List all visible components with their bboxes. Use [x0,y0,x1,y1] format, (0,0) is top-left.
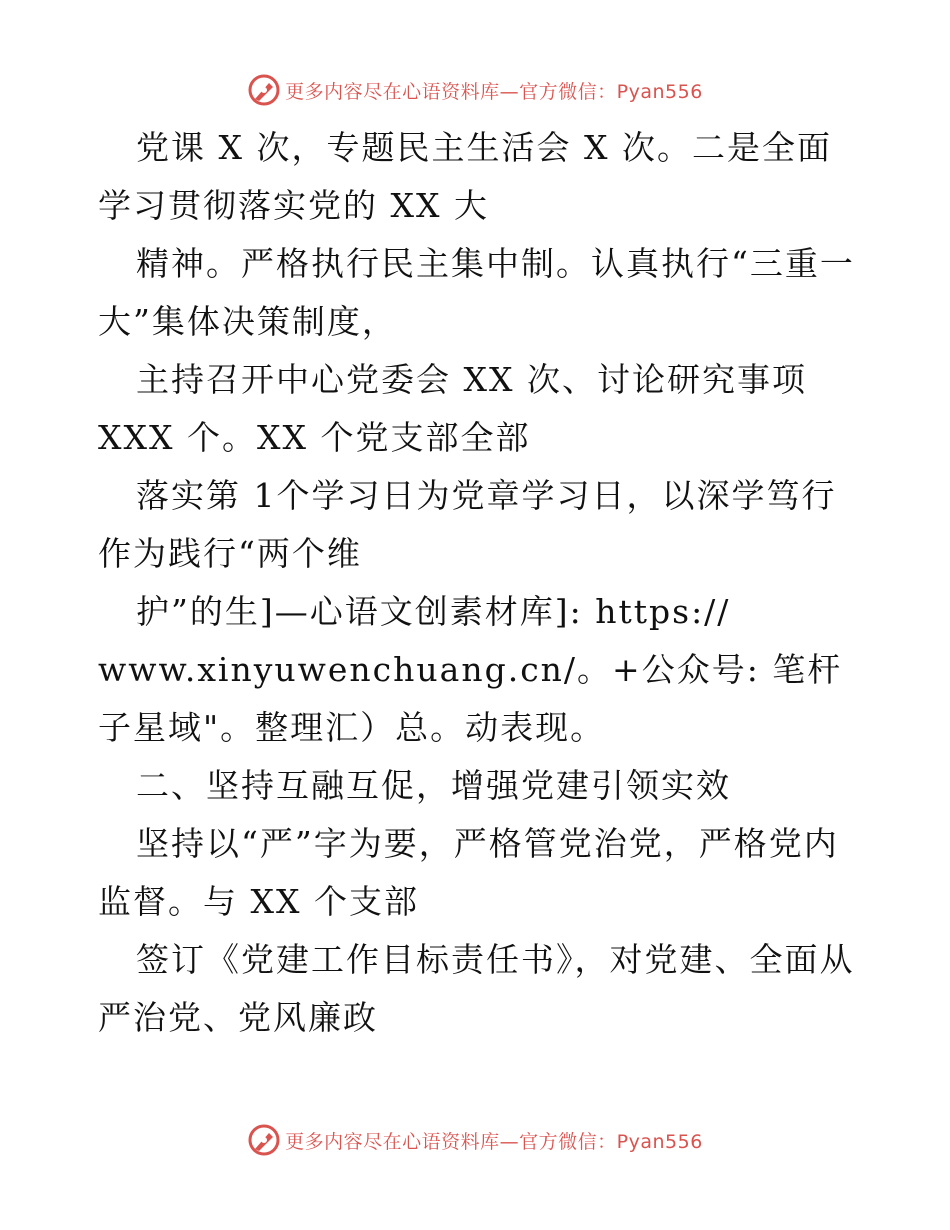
pen-circle-logo-icon [247,73,281,107]
footer-banner-text: 更多内容尽在心语资料库—官方微信：Pyan556 [285,1130,703,1153]
paragraph-3: 主持召开中心党委会 XX 次、讨论研究事项 XXX 个。XX 个党支部全部 [98,360,807,457]
paragraph-7: 签订《党建工作目标责任书》，对党建、全面从严治党、党风廉政 [98,940,855,1037]
paragraph-1: 党课 X 次，专题民主生活会 X 次。二是全面学习贯彻落实党的 XX 大 [98,128,832,225]
paragraph-2: 精神。严格执行民主集中制。认真执行“三重一大”集体决策制度， [98,244,855,341]
footer-banner [0,1120,950,1160]
pen-circle-logo-icon [247,1123,281,1157]
header-banner-text: 更多内容尽在心语资料库—官方微信：Pyan556 [285,80,703,103]
paragraph-5-source-note: 护”的生]—心语文创素材库]: https:// www.xinyuwenchuang.cn/。+公众号: 笔杆子星域"。整理汇）总。动表现。 [98,592,843,747]
paragraph-6: 坚持以“严”字为要，严格管党治党，严格党内监督。与 XX 个支部 [98,824,839,921]
section-heading: 二、坚持互融互促，增强党建引领实效 [136,766,731,805]
paragraph-4: 落实第 1个学习日为党章学习日，以深学笃行作为践行“两个维 [98,476,837,573]
document-body [98,119,858,1047]
header-banner [0,70,950,110]
